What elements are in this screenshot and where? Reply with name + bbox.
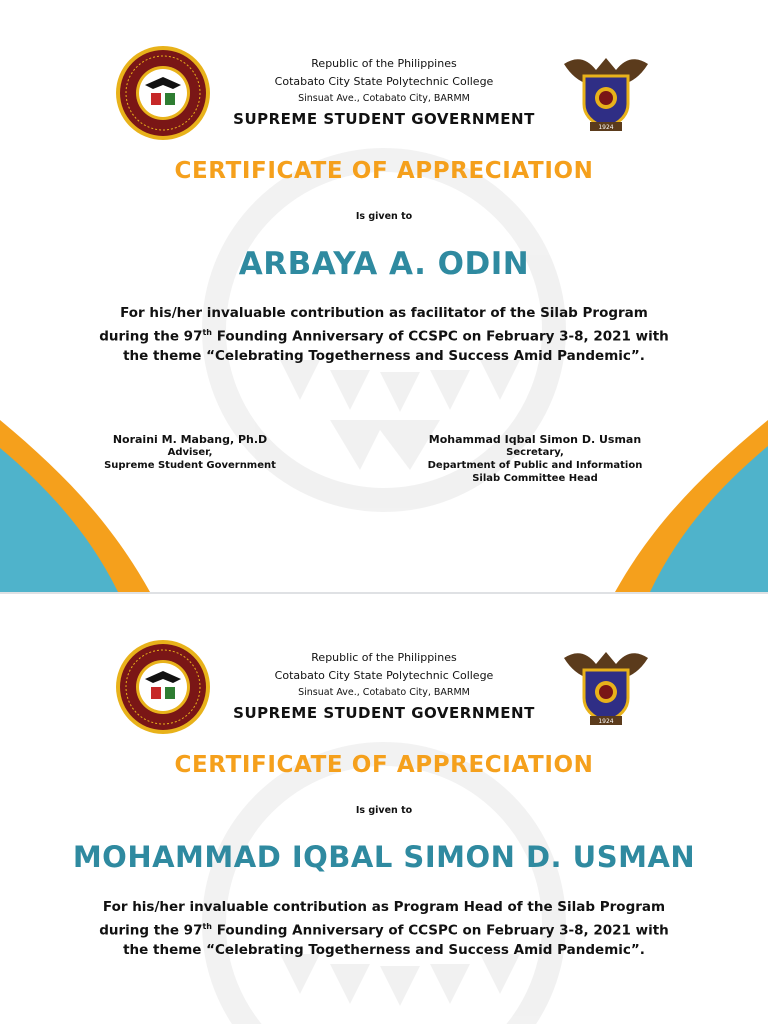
certificate-body — [60, 898, 708, 960]
signatory-name: Mohammad Iqbal Simon D. Usman — [428, 433, 642, 446]
body-line-3: the theme “Celebrating Togetherness and Success Amid Pandemic”. — [123, 941, 645, 958]
header-organization: SUPREME STUDENT GOVERNMENT — [233, 110, 535, 128]
signatory-adviser — [80, 433, 300, 472]
header-college: Cotabato City State Polytechnic College — [274, 75, 494, 88]
signatory-name: Noraini M. Mabang, Ph.D — [112, 433, 268, 446]
body-line-2: during the 97th Founding Anniversary of CCSPC on February 3-8, 2021 with — [99, 328, 669, 345]
header-organization: SUPREME STUDENT GOVERNMENT — [233, 704, 535, 722]
recipient-name: MOHAMMAD IQBAL SIMON D. USMAN — [72, 840, 696, 874]
given-to-label: Is given to — [355, 211, 413, 222]
signatory-role: Supreme Student Government — [104, 460, 276, 471]
emblem-year: 1924 — [598, 124, 614, 131]
header-address: Sinsuat Ave., Cotabato City, BARMM — [298, 93, 470, 104]
header-college: Cotabato City State Polytechnic College — [274, 669, 494, 682]
header-address: Sinsuat Ave., Cotabato City, BARMM — [298, 687, 470, 698]
signatory-role: Silab Committee Head — [472, 473, 598, 484]
recipient-name: ARBAYA A. ODIN — [238, 246, 530, 282]
signatory-role: Adviser, — [167, 447, 213, 458]
signatory-secretary — [400, 433, 670, 485]
certificate-title: CERTIFICATE OF APPRECIATION — [174, 158, 594, 184]
body-line-2: during the 97th Founding Anniversary of CCSPC on February 3-8, 2021 with — [99, 922, 669, 939]
emblem-year: 1924 — [598, 718, 614, 725]
signatory-role: Department of Public and Information — [427, 460, 643, 471]
body-line-1: For his/her invaluable contribution as Program Head of the Silab Program — [102, 899, 666, 915]
certificate-title: CERTIFICATE OF APPRECIATION — [174, 752, 594, 778]
given-to-label: Is given to — [355, 805, 413, 816]
header-country: Republic of the Philippines — [311, 57, 457, 70]
certificate-2 — [0, 594, 768, 1024]
header-country: Republic of the Philippines — [311, 651, 457, 664]
body-line-1: For his/her invaluable contribution as facilitator of the Silab Program — [120, 305, 648, 321]
body-line-3: the theme “Celebrating Togetherness and Success Amid Pandemic”. — [123, 347, 645, 364]
signatory-role: Secretary, — [506, 447, 564, 458]
certificate-body — [60, 304, 708, 366]
